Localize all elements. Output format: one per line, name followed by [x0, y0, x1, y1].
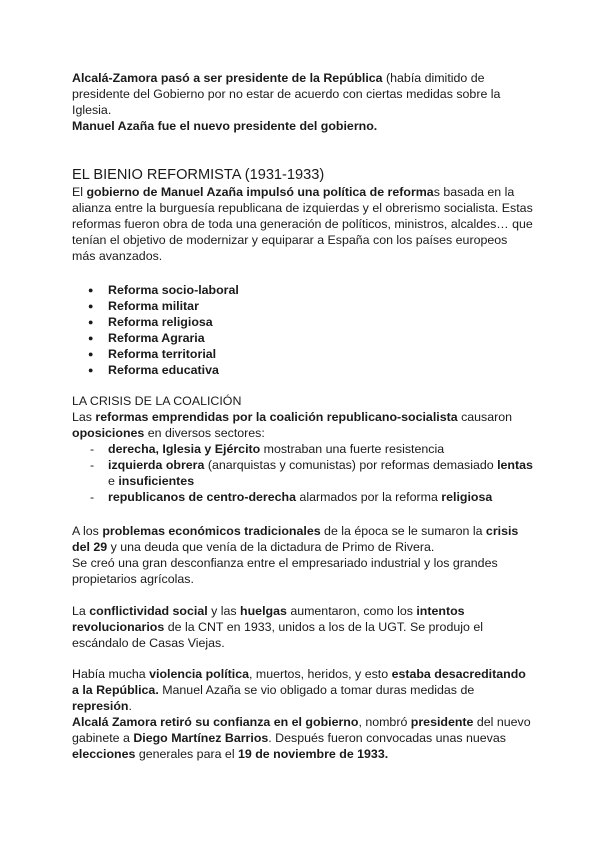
opposition-religious: religiosa	[441, 490, 493, 504]
closing-bold-2: presidente	[410, 715, 474, 729]
opposition-left: izquierda obrera	[108, 458, 205, 472]
violence-text-4: .	[128, 699, 132, 713]
opposition-right-text: mostraban una fuerte resistencia	[260, 442, 445, 456]
opposition-list	[72, 441, 534, 505]
crisis-text-2: causaron	[457, 410, 513, 424]
list-item: ● Reforma socio-laboral	[72, 282, 534, 298]
list-item	[72, 489, 534, 505]
econ-text-3: y una deuda que venía de la dictadura de Primo de Rivera.	[107, 540, 435, 554]
closing-bold-4: elecciones	[72, 747, 136, 761]
social-text-1: La	[72, 604, 90, 618]
violence-text-1: Había mucha	[72, 667, 150, 681]
crisis-section	[72, 393, 534, 505]
social-text-2: y las	[207, 604, 241, 618]
bienio-heading: EL BIENIO REFORMISTA (1931-1933)	[72, 167, 325, 183]
social-bold-2: huelgas	[240, 604, 287, 618]
econ-bold-1: problemas económicos tradicionales	[102, 524, 321, 538]
bienio-section	[72, 166, 534, 264]
closing-bold-1: Alcalá Zamora retiró su confianza en el gobierno	[72, 715, 359, 729]
closing-text-2: del nuevo gabinete a	[72, 715, 531, 745]
social-text-4: de la CNT en 1933, unidos a los de la UGT. Se produjo el escándalo de Casas Viejas.	[72, 620, 483, 650]
bienio-paragraph	[72, 184, 534, 264]
list-item: ● Reforma militar	[72, 298, 534, 314]
opposition-left-slow: lentas	[497, 458, 533, 472]
list-item: ● Reforma educativa	[72, 362, 534, 378]
intro-bold-president: Alcalá-Zamora pasó a ser presidente de la República	[72, 71, 383, 85]
social-section	[72, 603, 534, 651]
violence-bold-2: estaba desacreditando a la República.	[72, 667, 526, 697]
opposition-right: derecha, Iglesia y Ejército	[108, 442, 261, 456]
closing-bold-5: 19 de noviembre de 1933.	[238, 747, 389, 761]
crisis-text-1: Las	[72, 410, 96, 424]
closing-bold-3: Diego Martínez Barrios	[133, 731, 269, 745]
violence-section	[72, 666, 534, 714]
bienio-text-2: s basada en la alianza entre la burguesía republicana de izquierdas y el obrerismo socialista. Estas reformas fueron obra de toda una generación de políticos, ministros, alcaldes… que tenían el objetivo de modernizar y equiparar a España con los países europeos más avanzados.	[72, 185, 533, 263]
opposition-left-and: e	[108, 474, 119, 488]
bienio-bold-1: gobierno de Manuel Azaña impulsó una política de reforma	[86, 185, 434, 199]
economic-distrust: Se creó una gran desconfianza entre el empresariado industrial y los grandes propietarios agrícolas.	[72, 556, 498, 586]
intro-azana-line	[72, 118, 534, 134]
crisis-paragraph	[72, 409, 534, 441]
violence-text-2: , muertos, heridos, y esto	[249, 667, 392, 681]
list-item: ● Reforma religiosa	[72, 314, 534, 330]
opposition-left-insufficient: insuficientes	[118, 474, 195, 488]
violence-text-3: Manuel Azaña se vio obligado a tomar duras medidas de	[158, 683, 475, 697]
econ-text-2: de la época se le sumaron la	[320, 524, 486, 538]
intro-text: (había dimitido de presidente del Gobierno por no estar de acuerdo con ciertas medidas sobre la Iglesia.	[72, 71, 501, 117]
violence-bold-1: violencia política	[149, 667, 249, 681]
social-bold-3: intentos revolucionarios	[72, 604, 465, 634]
list-item: ● Reforma Agraria	[72, 330, 534, 346]
econ-bold-2: crisis del 29	[72, 524, 519, 554]
bienio-text-1: El	[72, 185, 87, 199]
closing-text-1: , nombró	[358, 715, 411, 729]
violence-paragraph	[72, 666, 534, 714]
social-bold-1: conflictividad social	[89, 604, 208, 618]
closing-text-3: . Después fueron convocadas unas nuevas	[268, 731, 506, 745]
intro-bold-azana: Manuel Azaña fue el nuevo presidente del gobierno.	[72, 119, 378, 133]
list-item: ● Reforma territorial	[72, 346, 534, 362]
opposition-left-text: (anarquistas y comunistas) por reformas demasiado	[204, 458, 498, 472]
intro-paragraph	[72, 70, 534, 118]
opposition-center-right: republicanos de centro-derecha	[108, 490, 296, 504]
crisis-bold-2: oposiciones	[72, 426, 145, 440]
crisis-heading: LA CRISIS DE LA COALICIÓN	[72, 394, 242, 408]
crisis-text-3: en diversos sectores:	[144, 426, 265, 440]
reforms-list	[72, 282, 534, 378]
list-item	[72, 457, 534, 489]
closing-section	[72, 714, 534, 762]
intro-section	[72, 70, 534, 134]
list-item	[72, 441, 534, 457]
social-paragraph	[72, 603, 534, 651]
econ-text-1: A los	[72, 524, 103, 538]
economic-paragraph	[72, 523, 534, 555]
closing-paragraph	[72, 714, 534, 762]
crisis-bold-1: reformas emprendidas por la coalición republicano-socialista	[95, 410, 458, 424]
economic-section	[72, 523, 534, 587]
violence-bold-3: represión	[72, 699, 129, 713]
social-text-3: aumentaron, como los	[286, 604, 417, 618]
opposition-center-right-text: alarmados por la reforma	[295, 490, 442, 504]
closing-text-4: generales para el	[135, 747, 239, 761]
